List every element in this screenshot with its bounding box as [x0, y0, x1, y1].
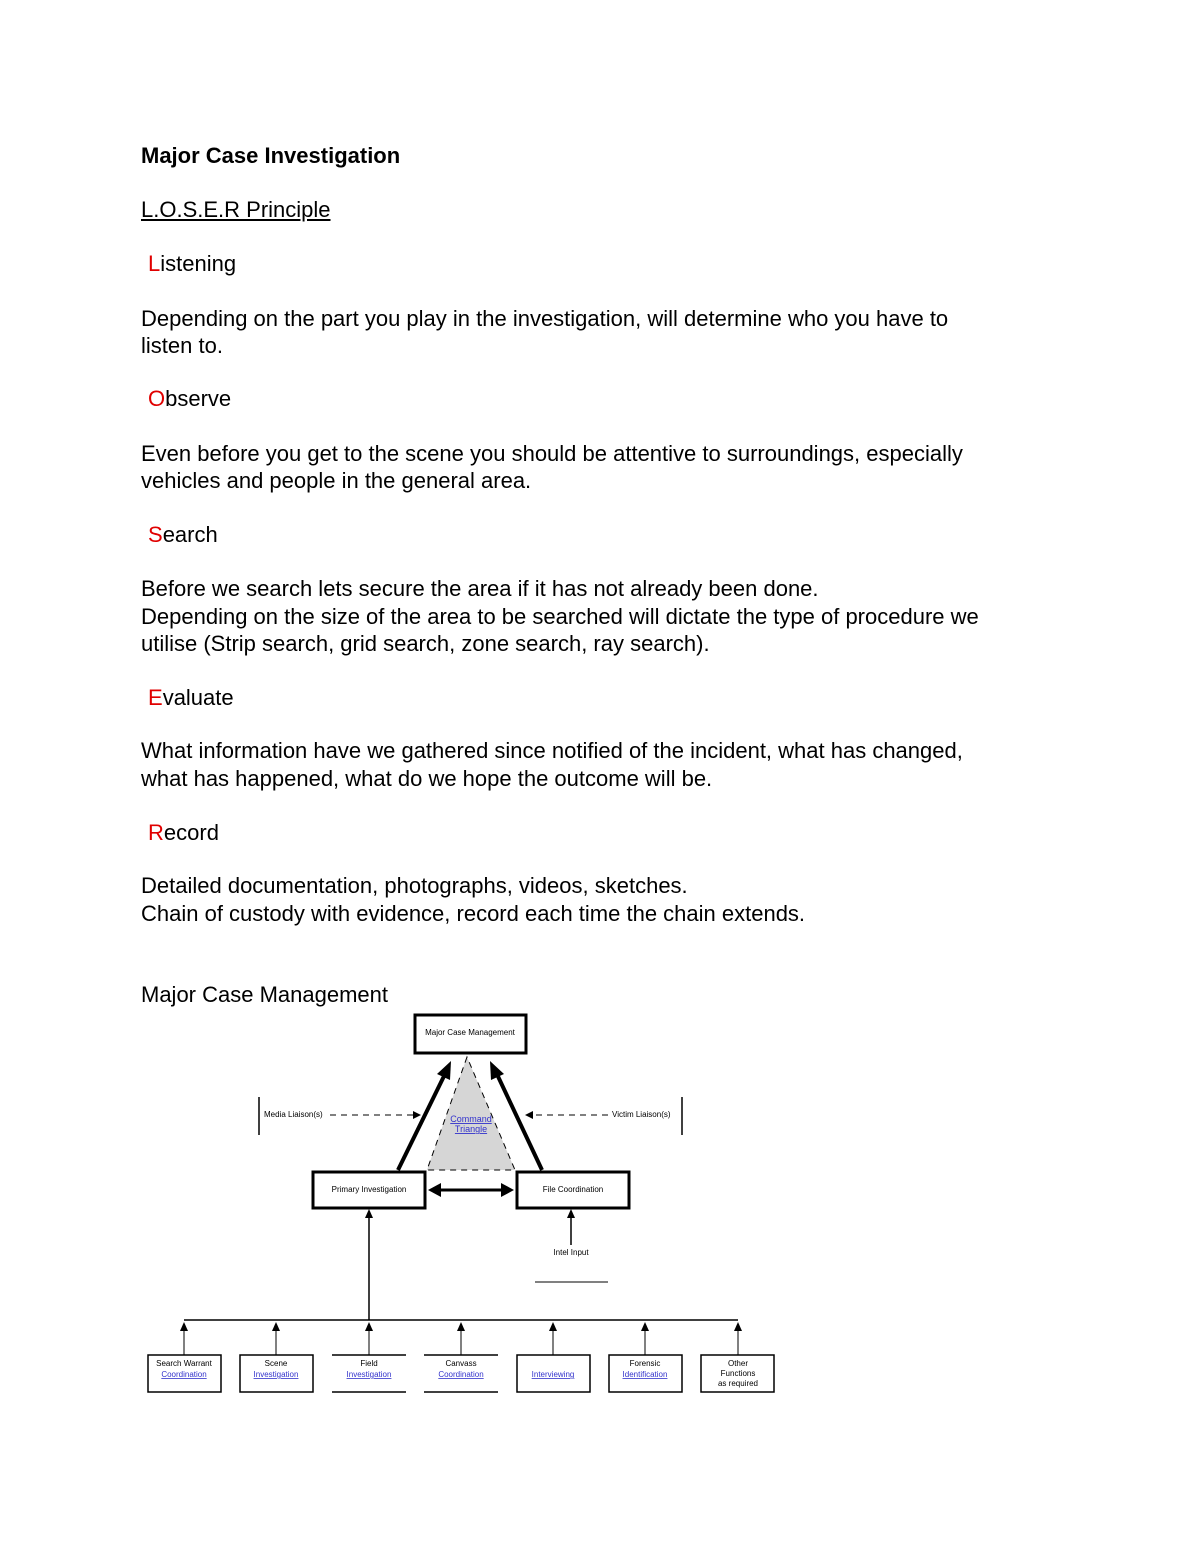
intel-input-label: Intel Input [553, 1248, 589, 1257]
observe-line-2: vehicles and people in the general area. [141, 468, 532, 493]
svg-text:Functions: Functions [720, 1369, 756, 1378]
function-box-interviewing [517, 1355, 590, 1392]
svg-text:Other: Other [727, 1359, 749, 1368]
document-title: Major Case Investigation [141, 143, 401, 168]
section-heading-listening: Listening [148, 251, 237, 276]
right-thick-arrow-head [490, 1061, 504, 1080]
svg-text:Investigation: Investigation [346, 1370, 392, 1379]
section-heading-evaluate: Evaluate [148, 685, 234, 710]
section-heading-record: Record [148, 820, 219, 845]
command-triangle-label-1: Command [450, 1114, 492, 1124]
function-box-search-warrant [148, 1355, 221, 1392]
bus-tick-2 [272, 1322, 280, 1331]
victim-liaison-label: Victim Liaison(s) [612, 1110, 671, 1119]
top-box-label: Major Case Management [425, 1028, 515, 1037]
svg-text:Investigation: Investigation [253, 1370, 299, 1379]
primary-investigation-label: Primary Investigation [331, 1185, 407, 1194]
svg-text:Coordination: Coordination [161, 1370, 207, 1379]
function-box-scene-investigation [240, 1355, 313, 1392]
svg-text:as required: as required [717, 1379, 759, 1388]
coordination-arrow-right-head [501, 1183, 514, 1197]
section-heading-observe: Observe [148, 386, 232, 411]
evaluate-line-2: what has happened, what do we hope the outcome will be. [141, 766, 713, 791]
svg-text:Search Warrant: Search Warrant [156, 1359, 212, 1368]
search-line-3: utilise (Strip search, grid search, zone search, ray search). [141, 631, 710, 656]
media-liaison-label: Media Liaison(s) [264, 1110, 323, 1119]
bus-tick-4 [457, 1322, 465, 1331]
svg-text:Canvass: Canvass [445, 1359, 477, 1368]
listening-line-2: listen to. [141, 333, 223, 358]
svg-text:Interviewing: Interviewing [531, 1370, 575, 1379]
coordination-arrow-left-head [428, 1183, 441, 1197]
record-line-2: Chain of custody with evidence, record each time the chain extends. [141, 901, 806, 926]
function-box-field-investigation [332, 1355, 406, 1392]
listening-line-1: Depending on the part you play in the investigation, will determine who you have to [141, 306, 949, 331]
record-line-1: Detailed documentation, photographs, videos, sketches. [141, 873, 688, 898]
file-coordination-label: File Coordination [542, 1185, 604, 1194]
principle-heading: L.O.S.E.R Principle [141, 197, 331, 222]
left-thick-arrow-head [437, 1061, 451, 1080]
search-line-1: Before we search lets secure the area if it has not already been done. [141, 576, 819, 601]
bus-tick-3 [365, 1322, 373, 1331]
bus-tick-7 [734, 1322, 742, 1331]
section-heading-search: Search [148, 522, 218, 547]
field-to-primary-arrow-head [365, 1209, 373, 1218]
intel-input-arrow-head [567, 1209, 575, 1218]
bus-tick-1 [180, 1322, 188, 1331]
function-box-other-functions [701, 1355, 774, 1392]
svg-text:Field: Field [360, 1359, 378, 1368]
svg-text:Coordination: Coordination [438, 1370, 484, 1379]
bus-tick-6 [641, 1322, 649, 1331]
command-triangle-label-2: Triangle [454, 1124, 488, 1134]
bus-arrow-ticks [180, 1322, 742, 1355]
function-box-forensic-identification [609, 1355, 682, 1392]
bus-tick-5 [549, 1322, 557, 1331]
search-line-2: Depending on the size of the area to be searched will dictate the type of procedure we [141, 604, 979, 629]
svg-text:Forensic: Forensic [629, 1359, 661, 1368]
evaluate-line-1: What information have we gathered since notified of the incident, what has changed, [141, 738, 963, 763]
diagram-heading: Major Case Management [141, 982, 389, 1007]
svg-text:Identification: Identification [622, 1370, 668, 1379]
observe-line-1: Even before you get to the scene you should be attentive to surroundings, especially [141, 441, 963, 466]
svg-text:Scene: Scene [264, 1359, 288, 1368]
function-box-canvass-coordination [424, 1355, 498, 1392]
